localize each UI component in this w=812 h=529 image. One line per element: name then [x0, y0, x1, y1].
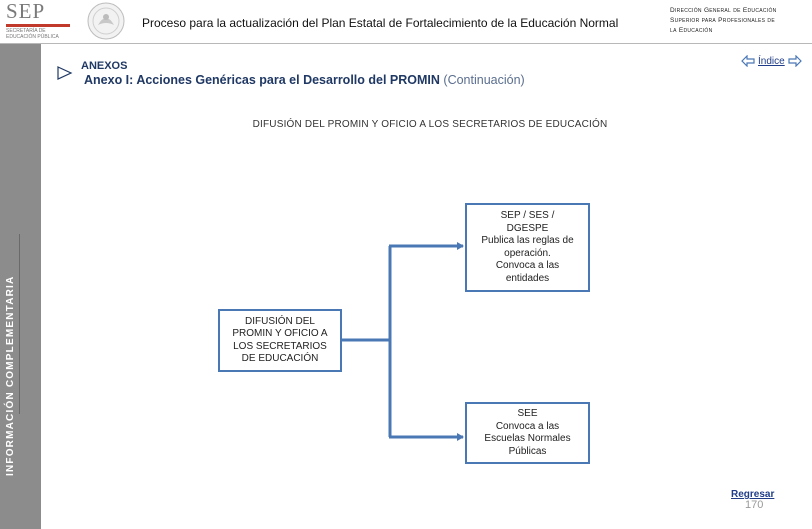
- sep-logo: [4, 2, 72, 40]
- sep-logo-subtitle: SECRETARÍA DE EDUCACIÓN PÚBLICA: [6, 28, 59, 40]
- node-line: Escuelas Normales: [484, 433, 571, 444]
- header-divider: [0, 43, 812, 44]
- sidebar-label: INFORMACIÓN COMPLEMENTARIA: [5, 275, 16, 476]
- node-difusion: [218, 309, 342, 372]
- back-link[interactable]: Regresar: [731, 489, 775, 500]
- sep-logo-bar: [6, 24, 70, 27]
- node-line: DGESPE: [506, 222, 549, 234]
- index-link[interactable]: Índice: [758, 55, 785, 67]
- section-label: ANEXOS: [81, 60, 128, 72]
- node-line: Convoca a las: [495, 260, 560, 271]
- page-number: 170: [745, 499, 764, 511]
- diagram-title: DIFUSIÓN DEL PROMIN Y OFICIO A LOS SECRETARIOS DE EDUCACIÓN: [252, 119, 608, 130]
- node-line: DE EDUCACIÓN: [241, 353, 319, 364]
- node-line: Publica las reglas de: [481, 235, 574, 246]
- node-line: Públicas: [508, 445, 547, 457]
- node-line: DIFUSIÓN DEL: [244, 315, 315, 327]
- annex-title-main: Anexo I: Acciones Genéricas para el Desarrollo del PROMIN: [84, 73, 440, 87]
- sep-logo-word: SEP: [6, 0, 46, 23]
- department-line: la Educación: [670, 27, 713, 34]
- department-line: Dirección General de Educación: [670, 7, 777, 14]
- play-arrow-icon: [57, 66, 73, 80]
- node-sep-ses-dgespe: [465, 203, 590, 292]
- header: [0, 0, 812, 44]
- node-see: [465, 402, 590, 464]
- sidebar-stripe: [19, 234, 20, 414]
- department-line: Superior para Profesionales de: [670, 17, 775, 24]
- node-line: Convoca a las: [495, 420, 560, 432]
- node-line: operación.: [504, 247, 551, 259]
- arrow-right-icon[interactable]: [788, 55, 802, 67]
- department-name: [670, 6, 810, 36]
- national-seal-icon: [86, 1, 126, 41]
- arrow-left-icon[interactable]: [741, 55, 755, 67]
- node-line: SEE: [517, 408, 538, 419]
- node-line: PROMIN Y OFICIO A: [232, 328, 328, 339]
- annex-title-continuation: (Continuación): [443, 73, 525, 87]
- index-nav: [741, 53, 802, 69]
- node-line: SEP / SES /: [500, 210, 555, 221]
- node-line: LOS SECRETARIOS: [233, 340, 327, 352]
- annex-title: [84, 73, 525, 87]
- node-line: entidades: [505, 272, 550, 284]
- header-title: Proceso para la actualización del Plan Estatal de Fortalecimiento de la Educación Normal: [142, 16, 619, 30]
